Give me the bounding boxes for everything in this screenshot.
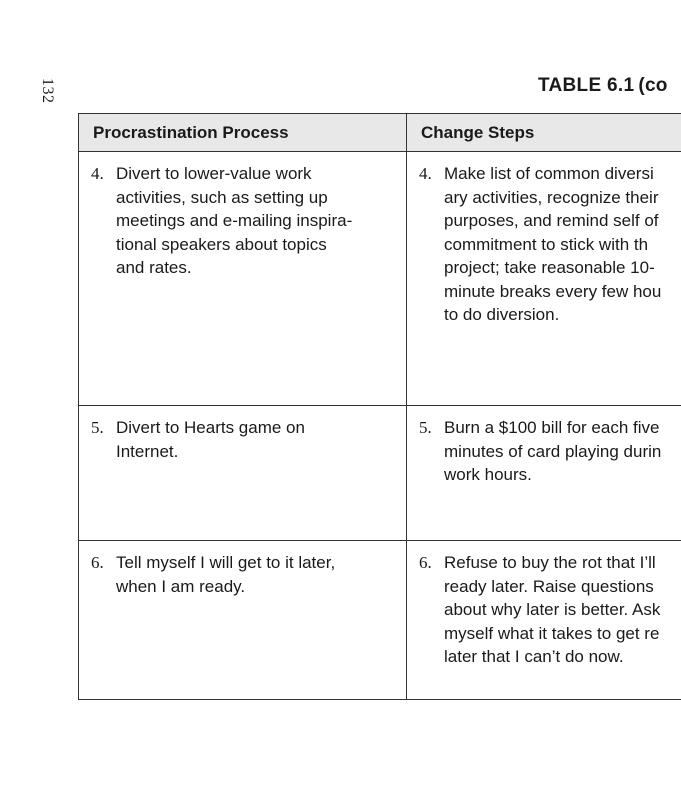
process-text: Divert to lower-value work activities, such as setting up meetings and e-mailing inspira- tional speakers about topics and rates. — [116, 164, 353, 277]
page-number: 132 — [39, 78, 56, 104]
table-row — [79, 541, 681, 700]
process-cell — [79, 152, 407, 406]
change-cell — [407, 406, 681, 541]
table-row — [79, 152, 681, 406]
process-cell — [79, 541, 407, 700]
change-cell — [407, 541, 681, 700]
header-change-steps: Change Steps — [407, 114, 681, 152]
table-header-row — [79, 114, 681, 152]
table-container — [78, 113, 681, 700]
table-title-label: TABLE 6.1 — [538, 75, 635, 96]
process-text: Divert to Hearts game on Internet. — [116, 418, 305, 461]
item-number: 4. — [91, 164, 104, 183]
header-procrastination-process: Procrastination Process — [79, 114, 407, 152]
process-text: Tell myself I will get to it later, when I am ready. — [116, 553, 336, 596]
change-text: Make list of common diversi ary activities, recognize their purposes, and remind self of commitment to stick with th project; take reasonable 10- minute breaks every few hou to do diversion. — [444, 164, 662, 324]
change-text: Refuse to buy the rot that I’ll ready later. Raise questions about why later is better. Ask myself what it takes to get re later that I can’t do now. — [444, 553, 661, 666]
item-number: 4. — [419, 164, 432, 183]
procrastination-table — [78, 113, 681, 700]
table-row — [79, 406, 681, 541]
item-number: 5. — [419, 418, 432, 437]
item-number: 6. — [91, 553, 104, 572]
item-number: 6. — [419, 553, 432, 572]
table-title-continued: (co — [638, 75, 668, 96]
table-title — [538, 75, 668, 97]
process-cell — [79, 406, 407, 541]
change-text: Burn a $100 bill for each five minutes of card playing durin work hours. — [444, 418, 662, 484]
item-number: 5. — [91, 418, 104, 437]
change-cell — [407, 152, 681, 406]
